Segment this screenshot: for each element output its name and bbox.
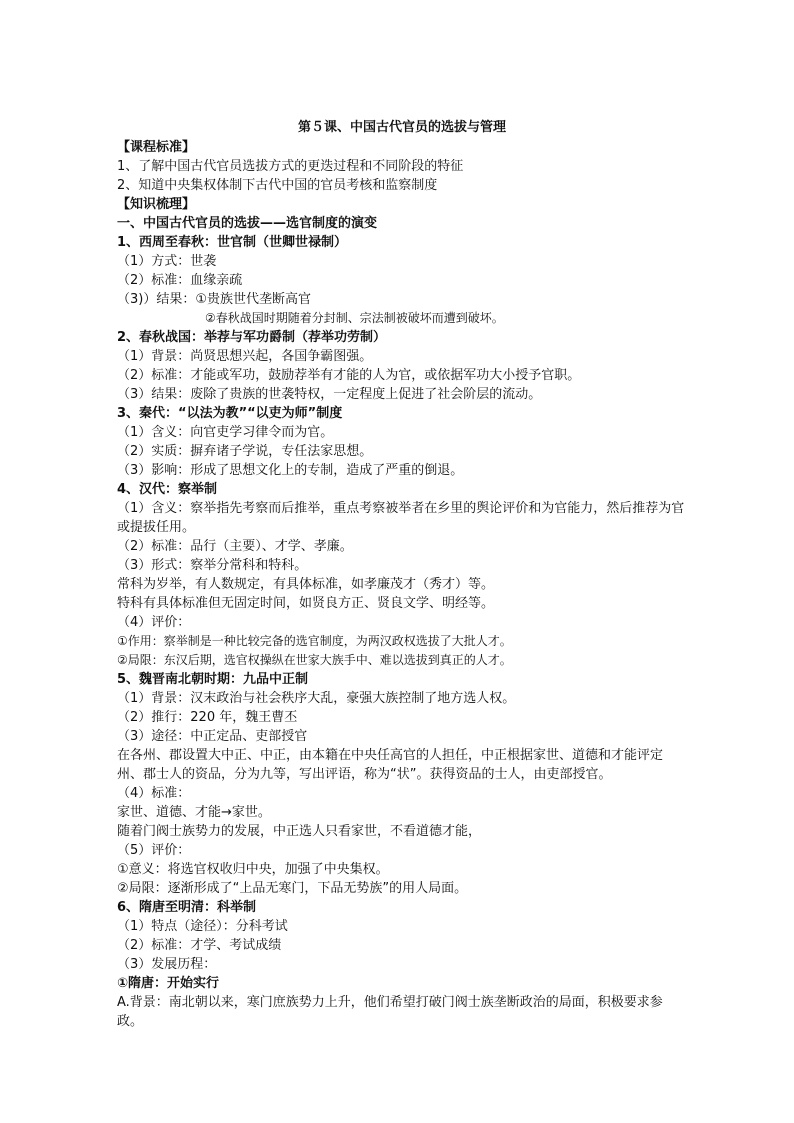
part-heading: 一、中国古代官员的选拔——选官制度的演变	[117, 216, 378, 231]
text-paragraph: 在各州、郡设置大中正、中正，由本籍在中央任高官的人担任，中正根据家世、道德和才能评定州、郡士人的资品，分为九等，写出评语，称为“状”。获得资品的士人，由吏部授官。	[117, 748, 664, 782]
text-line: 1、了解中国古代官员选拔方式的更迭过程和不同阶段的特征	[117, 159, 464, 174]
text-line: （2）标准：才学、考试成绩	[117, 938, 282, 953]
text-line: （2）推行：220 年，魏王曹丕	[117, 710, 298, 725]
document-page	[117, 118, 687, 1031]
text-line: （3）发展历程：	[117, 957, 217, 972]
text-line: （1）含义：向官吏学习律令而为官。	[117, 425, 334, 440]
sub-heading: ①隋唐：开始实行	[117, 976, 220, 991]
text-line: （1）背景：尚贤思想兴起，各国争霸图强。	[117, 349, 373, 364]
text-line: （3）结果：废除了贵族的世袭特权，一定程度上促进了社会阶层的流动。	[117, 387, 542, 402]
text-line: ①作用：察举制是一种比较完备的选官制度，为两汉政权选拔了大批人才。	[117, 634, 512, 648]
text-line: （1）方式：世袭	[117, 254, 217, 269]
text-line: （2）实质：摒弃诸子学说，专任法家思想。	[117, 444, 373, 459]
text-line: 特科有具体标准但无固定时间，如贤良方正、贤良文学、明经等。	[117, 596, 495, 611]
document-title: 第５课、中国古代官员的选拔与管理	[297, 120, 506, 135]
text-line: 家世、道德、才能→家世。	[117, 805, 271, 820]
text-line: ②局限：东汉后期，选官权操纵在世家大族手中、难以选拔到真正的人才。	[117, 653, 512, 667]
text-paragraph: A.背景：南北朝以来，寒门庶族势力上升，他们希望打破门阀士族垄断政治的局面，积极要求参政。	[117, 995, 663, 1029]
text-line: ②局限：逐渐形成了“上品无寒门，下品无势族”的用人局面。	[117, 881, 468, 896]
section-heading-knowledge: 【知识梳理】	[117, 197, 196, 212]
text-line: （4）评价：	[117, 615, 191, 630]
text-line: （1）特点（途径）：分科考试	[117, 919, 288, 934]
subsection-heading: 2、春秋战国：举荐与军功爵制（荐举功劳制）	[117, 330, 387, 345]
text-paragraph: （1）含义：察举指先考察而后推举，重点考察被举者在乡里的舆论评价和为官能力，然后推荐为官或提拔任用。	[117, 501, 685, 535]
text-line: ①意义：将选官权收归中央，加强了中央集权。	[117, 862, 389, 877]
subsection-heading: 4、汉代：察举制	[117, 482, 218, 497]
text-line: （1）背景：汉末政治与社会秩序大乱，豪强大族控制了地方选人权。	[117, 691, 516, 706]
subsection-heading: 6、隋唐至明清：科举制	[117, 900, 257, 915]
text-line: （2）标准：才能或军功，鼓励荐举有才能的人为官，或依据军功大小授予官职。	[117, 368, 581, 383]
text-line: （3）形式：察举分常科和特科。	[117, 558, 308, 573]
text-line: （3）途径：中正定品、吏部授官	[117, 729, 308, 744]
text-line: ②春秋战国时期随着分封制、宗法制被破坏而遭到破坏。	[205, 311, 504, 325]
text-line: （2）标准：血缘亲疏	[117, 273, 243, 288]
subsection-heading: 3、秦代：“以法为教”“以吏为师”制度	[117, 406, 343, 421]
subsection-heading: 1、西周至春秋：世官制（世卿世禄制）	[117, 235, 348, 250]
text-line: 随着门阀士族势力的发展，中正选人只看家世，不看道德才能，	[117, 824, 482, 839]
section-heading-curriculum: 【课程标准】	[117, 140, 196, 155]
text-line: 2、知道中央集权体制下古代中国的官员考核和监察制度	[117, 178, 438, 193]
text-line: 常科为岁举，有人数规定，有具体标准，如孝廉茂才（秀才）等。	[117, 577, 495, 592]
text-line: （5）评价：	[117, 843, 191, 858]
text-line: （3）影响：形成了思想文化上的专制，造成了严重的倒退。	[117, 463, 464, 478]
text-line: （2）标准：品行（主要）、才学、孝廉。	[117, 539, 353, 554]
text-line: （4）标准：	[117, 786, 191, 801]
subsection-heading: 5、魏晋南北朝时期：九品中正制	[117, 672, 309, 687]
text-line: （3)）结果：①贵族世代垄断高官	[117, 292, 311, 307]
